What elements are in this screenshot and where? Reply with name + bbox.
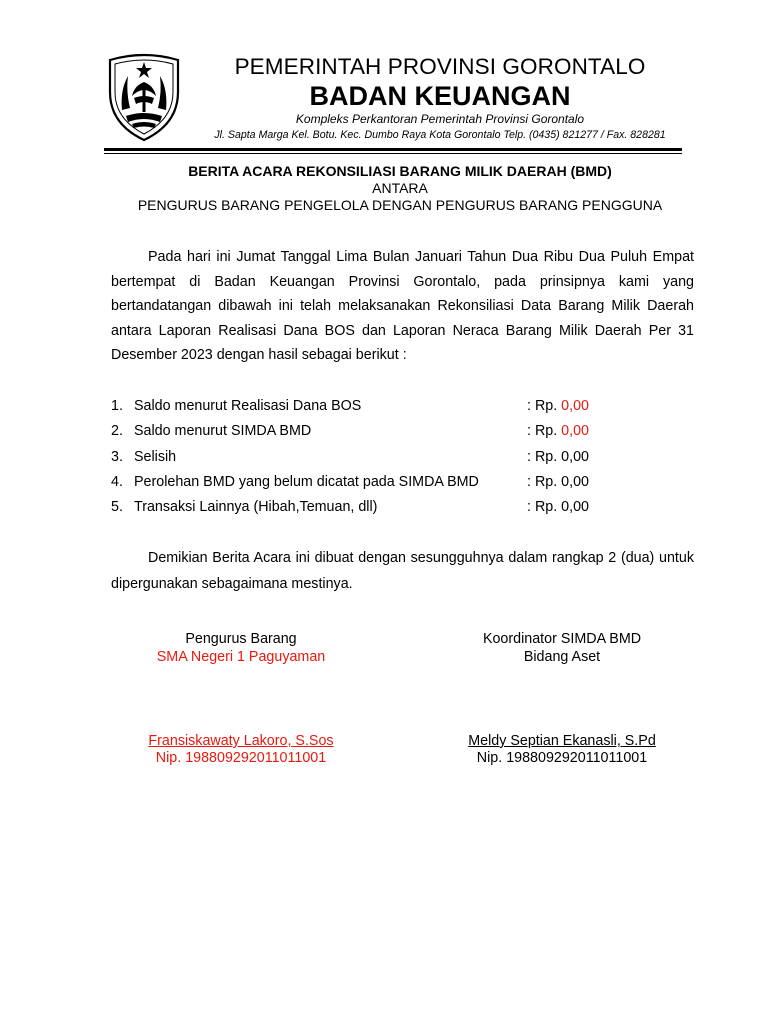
document-subtitle-parties: PENGURUS BARANG PENGELOLA DENGAN PENGURUS BARANG PENGGUNA xyxy=(137,197,663,213)
signatory-right-role: Koordinator SIMDA BMD xyxy=(482,631,642,647)
list-item-value xyxy=(527,423,589,439)
list-item-prefix: : Rp. xyxy=(527,423,562,439)
list-item-amount: 0,00 xyxy=(561,423,589,439)
signatory-left-name-wrap xyxy=(101,733,381,749)
signatory-left-role: Pengurus Barang xyxy=(185,631,297,647)
list-item-amount: 0,00 xyxy=(561,499,589,515)
document-title: BERITA ACARA REKONSILIASI BARANG MILIK DAERAH (BMD) xyxy=(188,163,612,179)
list-item-label: Perolehan BMD yang belum dicatat pada SIMDA BMD xyxy=(134,474,479,490)
signatory-left-name: Fransiskawaty Lakoro, S.Sos xyxy=(148,733,334,749)
list-item-label: Selisih xyxy=(134,449,177,465)
list-item-value xyxy=(527,449,589,465)
list-item-prefix: : Rp. xyxy=(527,449,562,465)
signatory-left-nip: Nip. 198809292011011001 xyxy=(155,750,327,766)
list-item-value xyxy=(527,474,589,490)
letterhead-address: Jl. Sapta Marga Kel. Botu. Kec. Dumbo Raya Kota Gorontalo Telp. (0435) 821277 / Fax. 828281 xyxy=(214,129,666,141)
list-item-number: 4. xyxy=(111,474,123,490)
list-item-prefix: : Rp. xyxy=(527,398,562,414)
provincial-emblem-icon xyxy=(104,52,184,142)
document-subtitle-between: ANTARA xyxy=(372,180,428,196)
list-item-number: 1. xyxy=(111,398,123,414)
list-item xyxy=(111,423,711,443)
opening-paragraph xyxy=(111,245,694,368)
list-item xyxy=(111,499,711,519)
list-item-value xyxy=(527,499,589,515)
list-item-number: 2. xyxy=(111,423,123,439)
signatory-right-unit: Bidang Aset xyxy=(523,649,601,665)
list-item-label: Transaksi Lainnya (Hibah,Temuan, dll) xyxy=(134,499,378,515)
list-item-amount: 0,00 xyxy=(561,398,589,414)
list-item-label: Saldo menurut SIMDA BMD xyxy=(134,423,312,439)
list-item-amount: 0,00 xyxy=(561,474,589,490)
list-item xyxy=(111,474,711,494)
letterhead-agency: BADAN KEUANGAN xyxy=(309,81,571,111)
list-item-number: 3. xyxy=(111,449,123,465)
closing-paragraph xyxy=(111,545,694,597)
letterhead-divider-thick xyxy=(104,148,682,151)
list-item-prefix: : Rp. xyxy=(527,474,562,490)
letterhead-divider-thin xyxy=(104,153,682,154)
list-item-label: Saldo menurut Realisasi Dana BOS xyxy=(134,398,362,414)
letterhead-complex: Kompleks Perkantoran Pemerintah Provinsi Gorontalo xyxy=(295,112,585,126)
list-item-number: 5. xyxy=(111,499,123,515)
list-item-amount: 0,00 xyxy=(561,449,589,465)
list-item xyxy=(111,398,711,418)
signatory-right-name: Meldy Septian Ekanasli, S.Pd xyxy=(468,733,656,749)
signatory-left-unit: SMA Negeri 1 Paguyaman xyxy=(156,649,326,665)
list-item-prefix: : Rp. xyxy=(527,499,562,515)
closing-paragraph-text: Demikian Berita Acara ini dibuat dengan sesungguhnya dalam rangkap 2 (dua) untuk dipergunakan sebagaimana mestinya. xyxy=(111,550,694,592)
list-item-value xyxy=(527,398,589,414)
list-item xyxy=(111,449,711,469)
opening-paragraph-text: Pada hari ini Jumat Tanggal Lima Bulan Januari Tahun Dua Ribu Dua Puluh Empat bertempat di Badan Keuangan Provinsi Gorontalo, pada prinsipnya kami yang bertandatangan dibawah ini telah melaksanakan Rekonsiliasi Data Barang Milik Daerah antara Laporan Realisasi Dana BOS dan Laporan Neraca Barang Milik Daerah Per 31 Desember 2023 dengan hasil sebagai berikut : xyxy=(111,249,694,364)
signatory-right-nip: Nip. 198809292011011001 xyxy=(476,750,648,766)
signatory-right-name-wrap xyxy=(422,733,702,749)
letterhead-government: PEMERINTAH PROVINSI GORONTALO xyxy=(234,54,646,79)
